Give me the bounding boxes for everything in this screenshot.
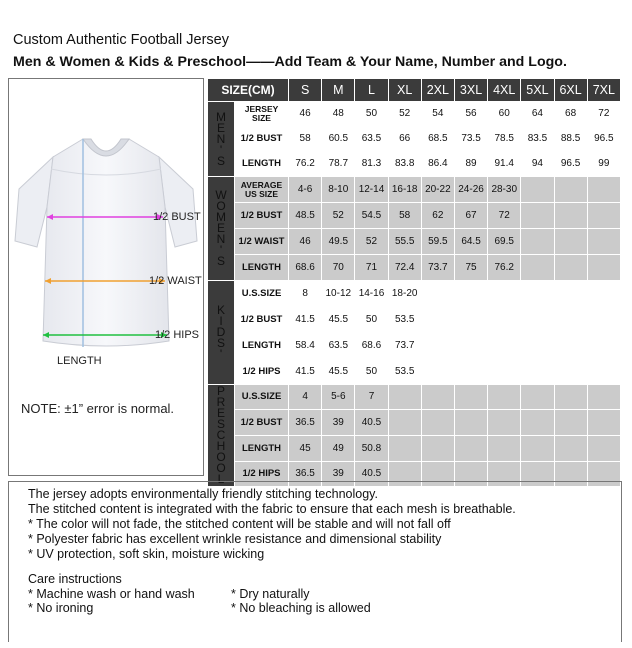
table-cell: 10-12 — [322, 281, 355, 307]
table-cell — [521, 436, 554, 462]
group-letter: E — [216, 120, 225, 135]
table-cell — [587, 436, 620, 462]
table-cell: 56 — [454, 102, 487, 127]
table-cell — [421, 436, 454, 462]
size-header: 6XL — [554, 79, 587, 102]
table-cell — [454, 333, 487, 359]
row-label: 1/2 BUST — [235, 127, 289, 152]
table-cell: 20-22 — [421, 177, 454, 203]
group-label — [208, 281, 235, 385]
table-cell — [521, 255, 554, 281]
row-label: 1/2 BUST — [235, 410, 289, 436]
table-cell: 60 — [488, 102, 521, 127]
table-cell: 8 — [289, 281, 322, 307]
row-label: U.S.SIZE — [235, 385, 289, 410]
table-row — [208, 410, 621, 436]
table-cell — [554, 229, 587, 255]
table-cell: 52 — [355, 229, 388, 255]
table-cell — [554, 307, 587, 333]
table-cell: 49 — [322, 436, 355, 462]
table-cell: 14-16 — [355, 281, 388, 307]
info-line: * UV protection, soft skin, moisture wicking — [28, 547, 265, 561]
table-cell: 50 — [355, 102, 388, 127]
table-cell: 73.7 — [421, 255, 454, 281]
group-letter: I — [219, 314, 223, 328]
table-cell — [388, 385, 421, 410]
hips-label: 1/2 HIPS — [155, 329, 200, 341]
table-cell: 94 — [521, 152, 554, 177]
table-row — [208, 307, 621, 333]
table-cell — [587, 307, 620, 333]
table-cell: 53.5 — [388, 359, 421, 385]
note-text: NOTE: ±1” error is normal. — [21, 401, 175, 416]
table-row — [208, 359, 621, 385]
table-row — [208, 436, 621, 462]
info-line: * The color will not fade, the stitched content will be stable and will not fall off — [28, 517, 451, 531]
table-cell — [587, 333, 620, 359]
table-cell: 96.5 — [587, 127, 620, 152]
table-cell: 24-26 — [454, 177, 487, 203]
table-cell: 4-6 — [289, 177, 322, 203]
row-label: 1/2 HIPS — [235, 359, 289, 385]
table-cell — [421, 333, 454, 359]
table-cell — [454, 436, 487, 462]
table-cell — [454, 410, 487, 436]
table-cell — [521, 177, 554, 203]
table-cell: 96.5 — [554, 152, 587, 177]
table-row — [208, 385, 621, 410]
row-label: 1/2 HIPS — [235, 462, 289, 487]
table-cell: 70 — [322, 255, 355, 281]
group-label — [208, 177, 235, 281]
page-title: Custom Authentic Football Jersey — [13, 32, 229, 48]
size-header: 2XL — [421, 79, 454, 102]
table-cell: 40.5 — [355, 410, 388, 436]
table-cell — [521, 359, 554, 385]
table-row — [208, 177, 621, 203]
table-cell — [587, 385, 620, 410]
size-header: 7XL — [587, 79, 620, 102]
table-cell: 36.5 — [289, 410, 322, 436]
group-label — [208, 102, 235, 177]
table-cell: 73.7 — [388, 333, 421, 359]
group-letter: D — [216, 325, 226, 339]
size-header: XL — [388, 79, 421, 102]
table-cell — [488, 385, 521, 410]
group-letter: O — [216, 199, 226, 213]
row-label: LENGTH — [235, 436, 289, 462]
table-cell — [488, 307, 521, 333]
table-cell: 45.5 — [322, 307, 355, 333]
table-cell: 91.4 — [488, 152, 521, 177]
table-cell — [421, 307, 454, 333]
group-letter: P — [216, 384, 225, 398]
size-header: S — [289, 79, 322, 102]
table-cell — [554, 255, 587, 281]
table-cell — [388, 436, 421, 462]
table-cell: 76.2 — [488, 255, 521, 281]
waist-label: 1/2 WAIST — [149, 275, 202, 287]
table-cell: 68.5 — [421, 127, 454, 152]
table-cell — [521, 203, 554, 229]
care-title: Care instructions — [28, 572, 122, 586]
table-cell — [587, 410, 620, 436]
table-cell — [488, 359, 521, 385]
table-cell — [454, 281, 487, 307]
group-letter: S — [216, 254, 225, 268]
table-cell — [554, 203, 587, 229]
page-subtitle: Men & Women & Kids & Preschool——Add Team & Your Name, Number and Logo. — [13, 54, 567, 70]
group-letter: N — [216, 131, 226, 146]
table-cell — [554, 281, 587, 307]
care-item: * Dry naturally — [231, 587, 310, 601]
table-cell: 59.5 — [421, 229, 454, 255]
table-cell — [454, 385, 487, 410]
group-letter: E — [216, 221, 225, 235]
table-cell: 78.5 — [488, 127, 521, 152]
info-box — [8, 481, 622, 642]
table-cell: 66 — [388, 127, 421, 152]
group-letter: S — [216, 153, 225, 168]
table-cell — [454, 307, 487, 333]
table-cell — [488, 410, 521, 436]
table-cell: 36.5 — [289, 462, 322, 487]
group-letter: W — [215, 188, 227, 202]
table-cell: 16-18 — [388, 177, 421, 203]
table-cell: 67 — [454, 203, 487, 229]
info-line: The stitched content is integrated with the fabric to ensure that each mesh is breathable. — [28, 502, 516, 516]
size-chart-table — [207, 78, 621, 487]
table-cell — [554, 333, 587, 359]
table-cell: 28-30 — [488, 177, 521, 203]
group-letter: R — [216, 395, 226, 409]
table-cell: 73.5 — [454, 127, 487, 152]
group-letter: O — [216, 461, 226, 475]
table-cell: 53.5 — [388, 307, 421, 333]
table-cell: 64 — [521, 102, 554, 127]
table-cell: 39 — [322, 410, 355, 436]
table-cell: 49.5 — [322, 229, 355, 255]
row-label: AVERAGE US SIZE — [235, 177, 289, 203]
table-cell: 89 — [454, 152, 487, 177]
row-label: LENGTH — [235, 152, 289, 177]
group-letter: E — [216, 406, 225, 420]
table-row — [208, 102, 621, 127]
row-label: 1/2 WAIST — [235, 229, 289, 255]
table-cell: 50.8 — [355, 436, 388, 462]
table-cell — [421, 410, 454, 436]
table-cell: 99 — [587, 152, 620, 177]
table-cell: 68.6 — [355, 333, 388, 359]
group-label — [208, 385, 235, 487]
info-line: * Polyester fabric has excellent wrinkle resistance and dimensional stability — [28, 532, 442, 546]
table-cell: 63.5 — [355, 127, 388, 152]
table-row — [208, 127, 621, 152]
table-cell: 52 — [322, 203, 355, 229]
table-cell: 46 — [289, 229, 322, 255]
table-cell — [554, 359, 587, 385]
row-label: LENGTH — [235, 255, 289, 281]
table-header-row — [208, 79, 621, 102]
table-cell: 50 — [355, 307, 388, 333]
table-cell: 5-6 — [322, 385, 355, 410]
table-cell: 45 — [289, 436, 322, 462]
care-item: * No bleaching is allowed — [231, 601, 371, 615]
group-letter: ' — [219, 347, 223, 361]
table-cell: 76.2 — [289, 152, 322, 177]
table-cell: 58 — [388, 203, 421, 229]
table-cell: 41.5 — [289, 307, 322, 333]
table-cell: 71 — [355, 255, 388, 281]
table-cell: 83.5 — [521, 127, 554, 152]
group-letter: S — [216, 417, 225, 431]
group-letter: M — [216, 109, 226, 124]
row-label: LENGTH — [235, 333, 289, 359]
table-cell: 72 — [488, 203, 521, 229]
group-letter: N — [216, 232, 226, 246]
length-label: LENGTH — [57, 355, 102, 367]
table-cell: 18-20 — [388, 281, 421, 307]
table-cell — [587, 255, 620, 281]
table-cell: 63.5 — [322, 333, 355, 359]
table-cell: 75 — [454, 255, 487, 281]
table-cell — [554, 410, 587, 436]
table-cell — [488, 333, 521, 359]
table-row — [208, 229, 621, 255]
table-cell: 52 — [388, 102, 421, 127]
table-cell: 68.6 — [289, 255, 322, 281]
table-cell: 12-14 — [355, 177, 388, 203]
table-cell — [521, 229, 554, 255]
table-cell: 48 — [322, 102, 355, 127]
row-label: U.S.SIZE — [235, 281, 289, 307]
table-cell: 8-10 — [322, 177, 355, 203]
size-cm-header: SIZE(CM) — [208, 79, 289, 102]
table-cell: 45.5 — [322, 359, 355, 385]
table-cell: 81.3 — [355, 152, 388, 177]
group-letter: S — [216, 336, 225, 350]
jersey-illustration-panel — [8, 78, 204, 476]
bust-label: 1/2 BUST — [153, 211, 201, 223]
table-cell — [454, 359, 487, 385]
table-cell — [587, 229, 620, 255]
table-cell: 39 — [322, 462, 355, 487]
table-cell — [554, 177, 587, 203]
table-cell: 62 — [421, 203, 454, 229]
table-cell: 58.4 — [289, 333, 322, 359]
table-row — [208, 203, 621, 229]
group-letter: C — [216, 428, 226, 442]
table-cell: 69.5 — [488, 229, 521, 255]
table-cell — [421, 281, 454, 307]
group-letter: ' — [219, 142, 223, 157]
size-header: M — [322, 79, 355, 102]
table-cell — [421, 359, 454, 385]
table-row — [208, 281, 621, 307]
table-cell — [521, 281, 554, 307]
table-cell: 40.5 — [355, 462, 388, 487]
table-cell — [521, 307, 554, 333]
table-cell — [587, 203, 620, 229]
size-header: 5XL — [521, 79, 554, 102]
group-letter: L — [217, 472, 225, 486]
group-letter: O — [216, 450, 226, 464]
table-cell — [488, 281, 521, 307]
size-header: 3XL — [454, 79, 487, 102]
table-cell — [521, 410, 554, 436]
table-cell: 88.5 — [554, 127, 587, 152]
table-cell: 60.5 — [322, 127, 355, 152]
size-header: L — [355, 79, 388, 102]
size-header: 4XL — [488, 79, 521, 102]
table-cell — [488, 436, 521, 462]
table-cell: 4 — [289, 385, 322, 410]
table-cell: 46 — [289, 102, 322, 127]
table-cell: 86.4 — [421, 152, 454, 177]
table-cell: 54 — [421, 102, 454, 127]
group-letter: M — [216, 210, 226, 224]
group-letter: K — [216, 303, 225, 317]
table-cell — [587, 177, 620, 203]
table-cell: 72 — [587, 102, 620, 127]
table-cell: 41.5 — [289, 359, 322, 385]
table-cell: 7 — [355, 385, 388, 410]
group-letter: H — [216, 439, 226, 453]
table-cell — [587, 359, 620, 385]
table-cell: 78.7 — [322, 152, 355, 177]
table-cell: 58 — [289, 127, 322, 152]
care-item: * Machine wash or hand wash — [28, 587, 195, 601]
info-line: The jersey adopts environmentally friendly stitching technology. — [28, 487, 378, 501]
table-row — [208, 152, 621, 177]
table-cell: 48.5 — [289, 203, 322, 229]
row-label: 1/2 BUST — [235, 307, 289, 333]
table-cell — [388, 410, 421, 436]
table-cell: 64.5 — [454, 229, 487, 255]
table-cell — [521, 333, 554, 359]
table-cell — [521, 385, 554, 410]
care-item: * No ironing — [28, 601, 94, 615]
row-label: 1/2 BUST — [235, 203, 289, 229]
table-cell: 68 — [554, 102, 587, 127]
table-cell: 72.4 — [388, 255, 421, 281]
table-row — [208, 333, 621, 359]
group-letter: ' — [219, 243, 223, 257]
table-cell: 54.5 — [355, 203, 388, 229]
table-cell: 55.5 — [388, 229, 421, 255]
table-cell — [587, 281, 620, 307]
table-cell — [554, 385, 587, 410]
table-cell — [554, 436, 587, 462]
row-label: JERSEY SIZE — [235, 102, 289, 127]
table-cell: 50 — [355, 359, 388, 385]
table-cell — [421, 385, 454, 410]
table-row — [208, 255, 621, 281]
table-cell: 83.8 — [388, 152, 421, 177]
